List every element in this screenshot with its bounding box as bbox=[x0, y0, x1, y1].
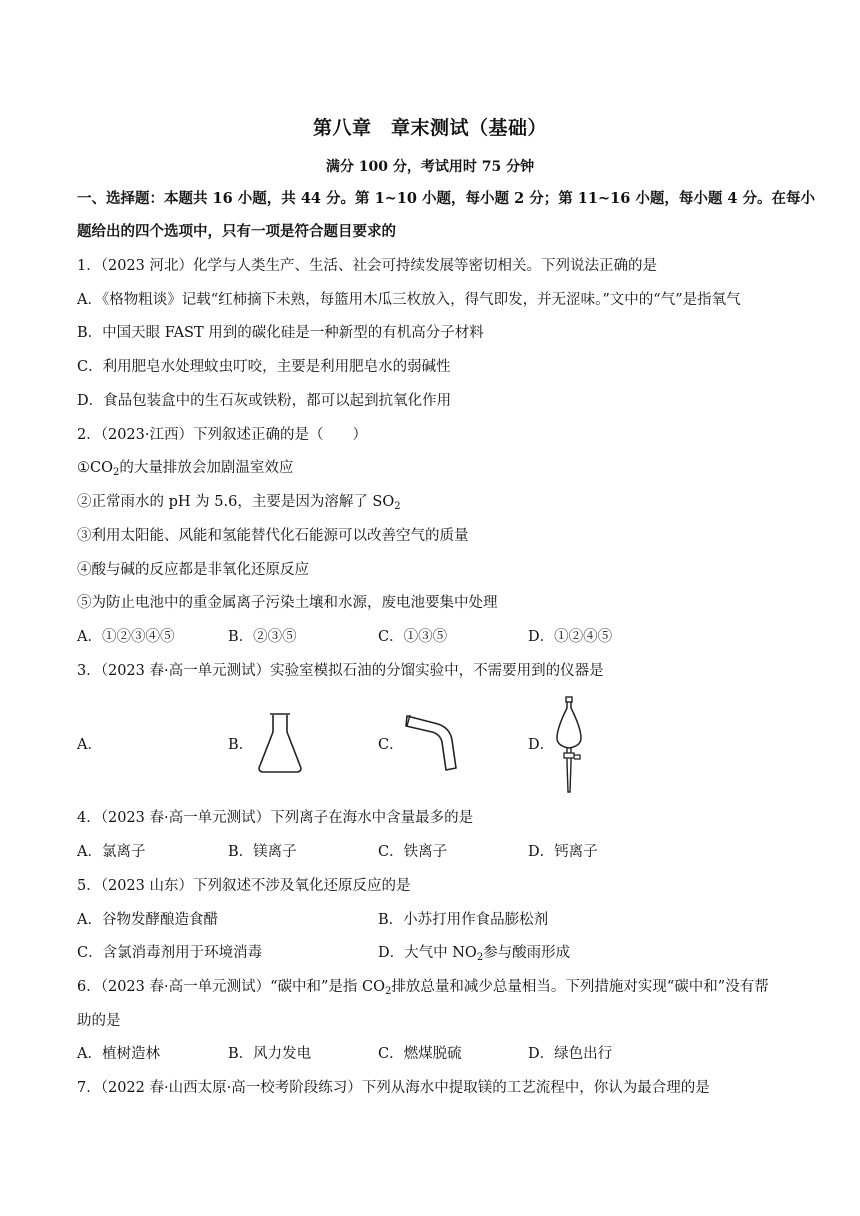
question-5-option-a: A．谷物发酵酿造食醋 bbox=[77, 912, 218, 928]
question-7-stem: 7．（2022 春·山西太原·高一校考阶段练习）下列从海水中提取镁的工艺流程中，你认为最合理的是 bbox=[77, 1080, 710, 1096]
section-instruction-line1: 一、选择题：本题共 16 小题，共 44 分。第 1~10 小题，每小题 2 分；第 11~16 小题，每小题 4 分。在每小 bbox=[77, 190, 816, 207]
question-6-stem-line2: 助的是 bbox=[77, 1013, 121, 1029]
question-5-option-b: B．小苏打用作食品膨松剂 bbox=[378, 912, 549, 928]
question-1-option-c: C．利用肥皂水处理蚊虫叮咬，主要是利用肥皂水的弱碱性 bbox=[77, 359, 451, 375]
page-subtitle: 满分 100 分，考试用时 75 分钟 bbox=[325, 159, 535, 175]
question-6-stem: 6．（2023 春·高一单元测试）“碳中和”是指 $CO_2$排放总量和减少总量相当。下列措施对实现“碳中和”没有帮 bbox=[77, 979, 769, 997]
question-6-option-c: C．燃煤脱硫 bbox=[378, 1046, 462, 1062]
question-1-option-d: D．食品包装盒中的生石灰或铁粉，都可以起到抗氧化作用 bbox=[77, 393, 452, 409]
question-3-option-a: A． bbox=[77, 737, 102, 753]
question-3-option-b: B． bbox=[228, 737, 254, 753]
question-2-statement-1: $①CO_2$的大量排放会加剧温室效应 bbox=[77, 460, 294, 478]
question-2-stem: 2．（2023·江西）下列叙述正确的是（ ） bbox=[77, 427, 367, 443]
question-2-statement-2: ②正常雨水的 pH 为 5.6，主要是因为溶解了 $SO_2$ bbox=[77, 494, 401, 512]
question-3-option-c: C． bbox=[378, 737, 404, 753]
page-title: 第八章 章末测试（基础） bbox=[312, 117, 547, 139]
question-1-option-a: A．《格物粗谈》记载“红柿摘下未熟，每篮用木瓜三枚放入，得气即发，并无涩味。”文中的“气”是指氧气 bbox=[77, 292, 741, 308]
question-1-stem: 1．（2023 河北）化学与人类生产、生活、社会可持续发展等密切相关。下列说法正确的是 bbox=[77, 258, 657, 274]
question-3-stem: 3．（2023 春·高一单元测试）实验室模拟石油的分馏实验中，不需要用到的仪器是 bbox=[77, 663, 604, 679]
question-4-option-b: B．镁离子 bbox=[228, 844, 297, 860]
question-2-option-b: B．②③⑤ bbox=[228, 629, 297, 645]
question-2-option-d: D．①②④⑤ bbox=[528, 629, 613, 645]
question-3-option-d: D． bbox=[528, 737, 555, 753]
question-1-option-b: B．中国天眼 FAST 用到的碳化硅是一种新型的有机高分子材料 bbox=[77, 325, 484, 341]
question-4-option-c: C．铁离子 bbox=[378, 844, 448, 860]
question-6-option-a: A．植树造林 bbox=[77, 1046, 160, 1062]
separatory-funnel-icon bbox=[553, 696, 587, 794]
question-2-option-a: A．①②③④⑤ bbox=[77, 629, 175, 645]
question-5-option-d: D．大气中 $NO_2$参与酸雨形成 bbox=[378, 945, 571, 963]
question-2-option-c: C．①③⑤ bbox=[378, 629, 448, 645]
question-6-option-d: D．绿色出行 bbox=[528, 1046, 613, 1062]
question-2-statement-5: ⑤为防止电池中的重金属离子污染土壤和水源，废电池要集中处理 bbox=[77, 595, 498, 611]
question-4-option-d: D．钙离子 bbox=[528, 844, 598, 860]
question-5-option-c: C．含氯消毒剂用于环境消毒 bbox=[77, 945, 263, 961]
conical-flask-icon bbox=[256, 712, 304, 774]
question-2-statement-4: ④酸与碱的反应都是非氧化还原反应 bbox=[77, 562, 309, 578]
question-2-statement-3: ③利用太阳能、风能和氢能替代化石能源可以改善空气的质量 bbox=[77, 528, 469, 544]
bent-tube-icon bbox=[404, 712, 460, 772]
question-4-option-a: A．氯离子 bbox=[77, 844, 146, 860]
question-6-option-b: B．风力发电 bbox=[228, 1046, 312, 1062]
section-instruction-line2: 题给出的四个选项中，只有一项是符合题目要求的 bbox=[77, 223, 396, 240]
question-4-stem: 4．（2023 春·高一单元测试）下列离子在海水中含量最多的是 bbox=[77, 810, 474, 826]
question-5-stem: 5．（2023 山东）下列叙述不涉及氧化还原反应的是 bbox=[77, 878, 411, 894]
